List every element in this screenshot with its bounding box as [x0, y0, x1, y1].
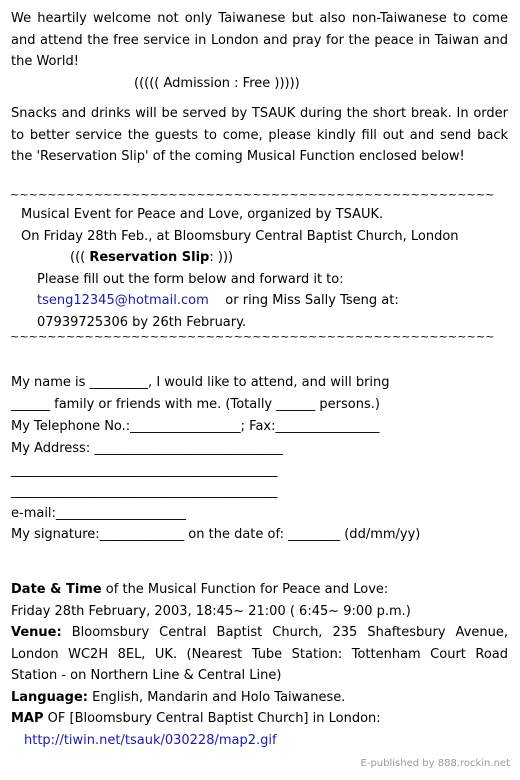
footer-credit: E-published by 888.rockin.net	[360, 758, 510, 769]
map-link[interactable]: http://tiwin.net/tsauk/030228/map2.gif	[24, 733, 277, 748]
language-text: English, Mandarin and Holo Taiwanese.	[87, 690, 346, 705]
datetime-label: Date & Time	[11, 582, 102, 597]
datetime-value: Friday 28th February, 2003, 18:45~ 21:00 ( 6:45~ 9:00 p.m.)	[11, 604, 411, 619]
telephone-line: My Telephone No.:_________________; Fax:________________	[11, 419, 380, 434]
venue-text: Bloomsbury Central Baptist Church, 235 Shaftesbury Avenue, London WC2H 8EL, UK. (Nearest Tube Station: Tottenham Court Road Station - on Northern Line & Central Line)	[11, 625, 508, 683]
snacks-paragraph: Snacks and drinks will be served by TSAUK during the short break. In order to better service the guests to come, please kindly fill out and send back the 'Reservation Slip' of the coming Musical Function enclosed below!	[11, 106, 508, 164]
phone-deadline-line: 07939725306 by 26th February.	[37, 315, 247, 330]
venue-paragraph	[11, 622, 508, 687]
instruction-line: Please fill out the form below and forward it to:	[37, 272, 344, 287]
family-line: ______ family or friends with me. (Totally ______ persons.)	[11, 397, 380, 412]
welcome-paragraph: We heartily welcome not only Taiwanese but also non-Taiwanese to come and attend the free service in London and pray for the peace in Taiwan and the World!	[11, 11, 508, 69]
address-blank-1: _________________________________________	[11, 463, 278, 478]
venue-label: Venue:	[11, 625, 62, 640]
language-label: Language:	[11, 690, 88, 705]
wave-divider-top: ~~~~~~~~~~~~~~~~~~~~~~~~~~~~~~~~~~~~~~~~~~~~~~~~~~~~	[10, 188, 495, 201]
address-line: My Address: _____________________________	[11, 441, 283, 456]
reservation-slip-heading	[70, 247, 233, 269]
language-line	[11, 687, 345, 709]
name-line: My name is _________, I would like to attend, and will bring	[11, 375, 390, 390]
event-line: Musical Event for Peace and Love, organized by TSAUK.	[21, 207, 384, 222]
address-blank-2: _________________________________________	[11, 484, 278, 499]
signature-line: My signature:_____________ on the date of: ________ (dd/mm/yy)	[11, 527, 421, 542]
reservation-suffix: : )))	[209, 250, 234, 265]
wave-divider-bottom: ~~~~~~~~~~~~~~~~~~~~~~~~~~~~~~~~~~~~~~~~~~~~~~~~~~~~	[10, 330, 495, 343]
map-line	[11, 708, 381, 730]
map-label: MAP	[11, 711, 44, 726]
map-link-line	[24, 730, 277, 752]
or-ring-text: or ring Miss Sally Tseng at:	[225, 293, 399, 308]
email-link[interactable]: tseng12345@hotmail.com	[37, 293, 209, 308]
contact-line	[37, 290, 399, 312]
reservation-prefix: (((	[70, 250, 86, 265]
datetime-rest: of the Musical Function for Peace and Love:	[101, 582, 389, 597]
map-text: OF [Bloomsbury Central Baptist Church] in London:	[43, 711, 381, 726]
reservation-title: Reservation Slip	[89, 250, 210, 265]
admission-note: ((((( Admission : Free )))))	[134, 76, 300, 91]
date-line: On Friday 28th Feb., at Bloomsbury Central Baptist Church, London	[21, 229, 459, 244]
email-line: e-mail:____________________	[11, 506, 186, 521]
datetime-line	[11, 579, 388, 601]
